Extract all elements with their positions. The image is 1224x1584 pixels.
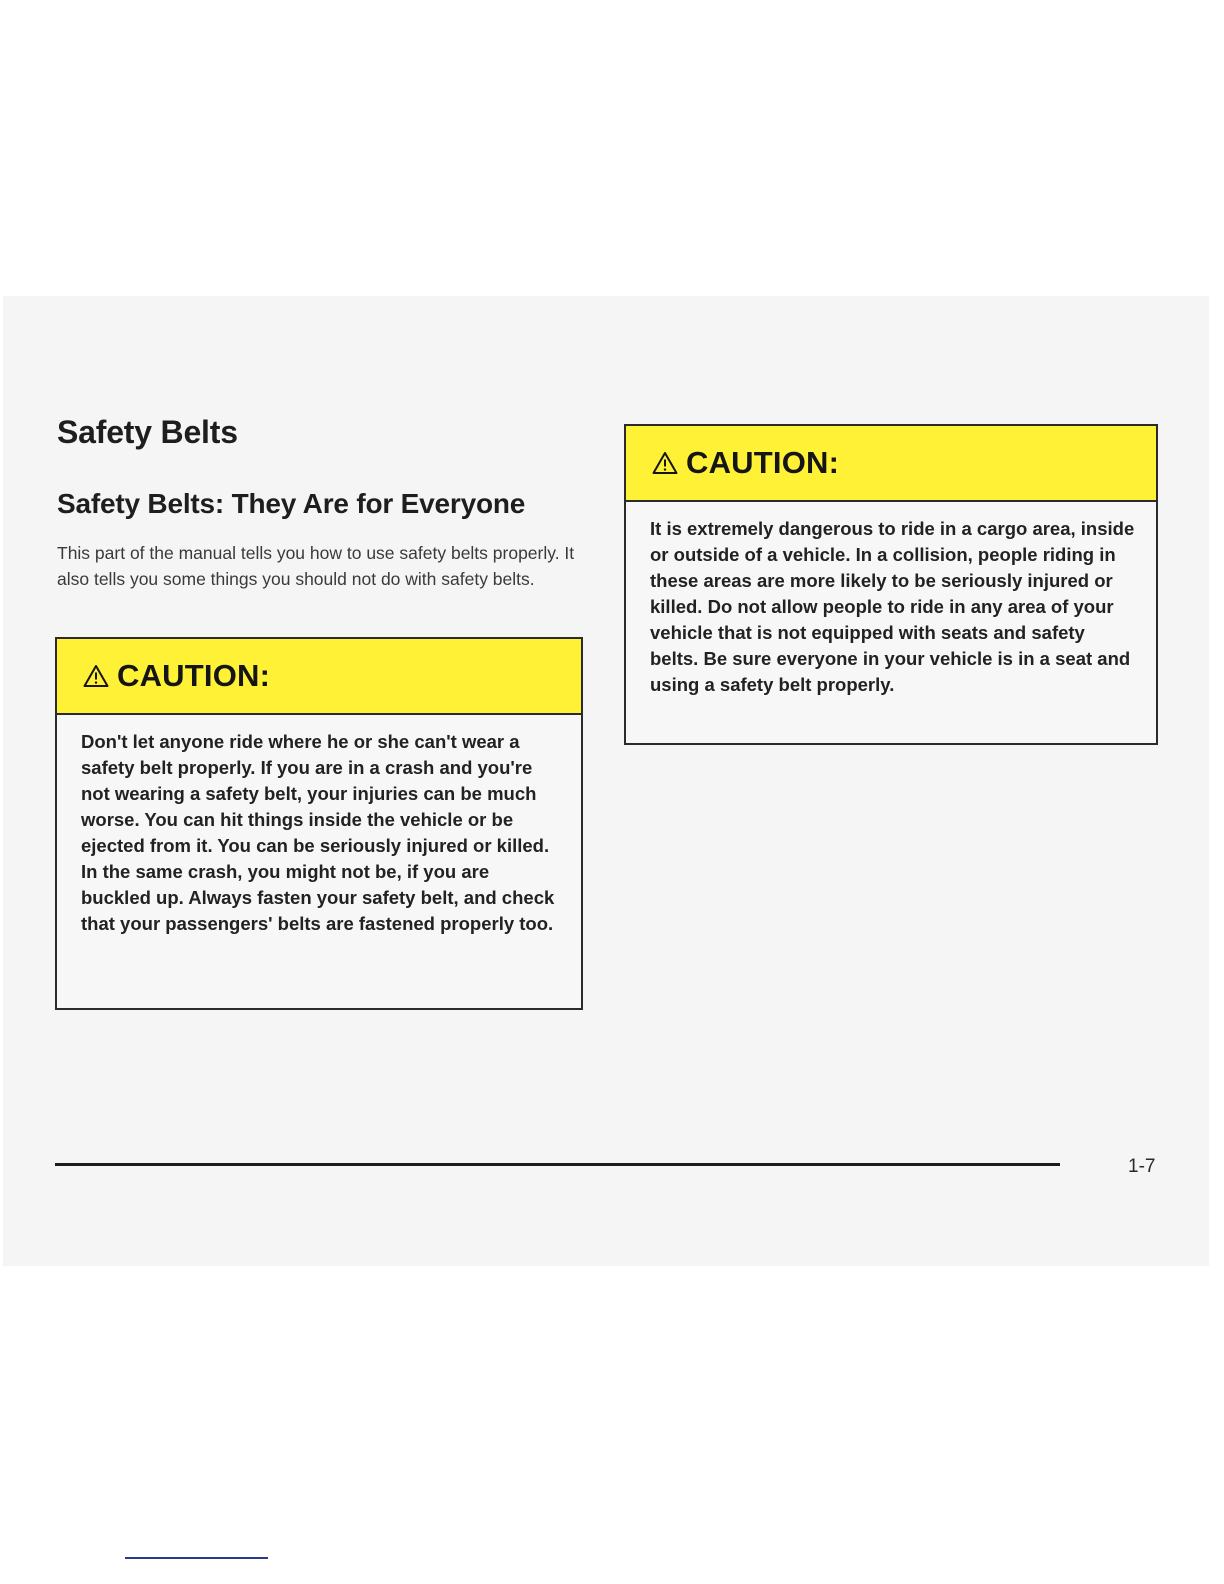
caution-box-riding — [55, 637, 583, 1010]
scan-underline-mark — [125, 1557, 268, 1559]
section-title: Safety Belts: They Are for Everyone — [57, 488, 526, 519]
intro-paragraph: This part of the manual tells you how to use safety belts properly. It also tells you some things you should not do with safety belts. — [57, 543, 575, 589]
caution-label: CAUTION: — [686, 445, 840, 480]
caution-box-cargo-area — [624, 424, 1158, 745]
page-number: 1-7 — [1128, 1156, 1156, 1177]
caution-header — [57, 639, 581, 715]
page-title: Safety Belts — [57, 414, 238, 450]
caution-text: It is extremely dangerous to ride in a cargo area, inside or outside of a vehicle. In a collision, people riding in these areas are more likely to be seriously injured or killed. Do not allow people to ride in any area of your vehicle that is not equipped with seats and safety belts. Be sure everyone in your vehicle is in a seat and using a safety belt properly. — [650, 518, 1135, 695]
footer-rule — [55, 1163, 1060, 1166]
caution-header — [626, 426, 1156, 502]
warning-triangle-icon — [83, 664, 109, 688]
caution-label: CAUTION: — [117, 658, 271, 693]
caution-text: Don't let anyone ride where he or she can't wear a safety belt properly. If you are in a crash and you're not wearing a safety belt, your injuries can be much worse. You can hit things inside the vehicle or be ejected from it. You can be seriously injured or killed. In the same crash, you might not be, if you are buckled up. Always fasten your safety belt, and check that your passengers' belts are fastened properly too. — [81, 731, 555, 934]
warning-triangle-icon — [652, 451, 678, 475]
